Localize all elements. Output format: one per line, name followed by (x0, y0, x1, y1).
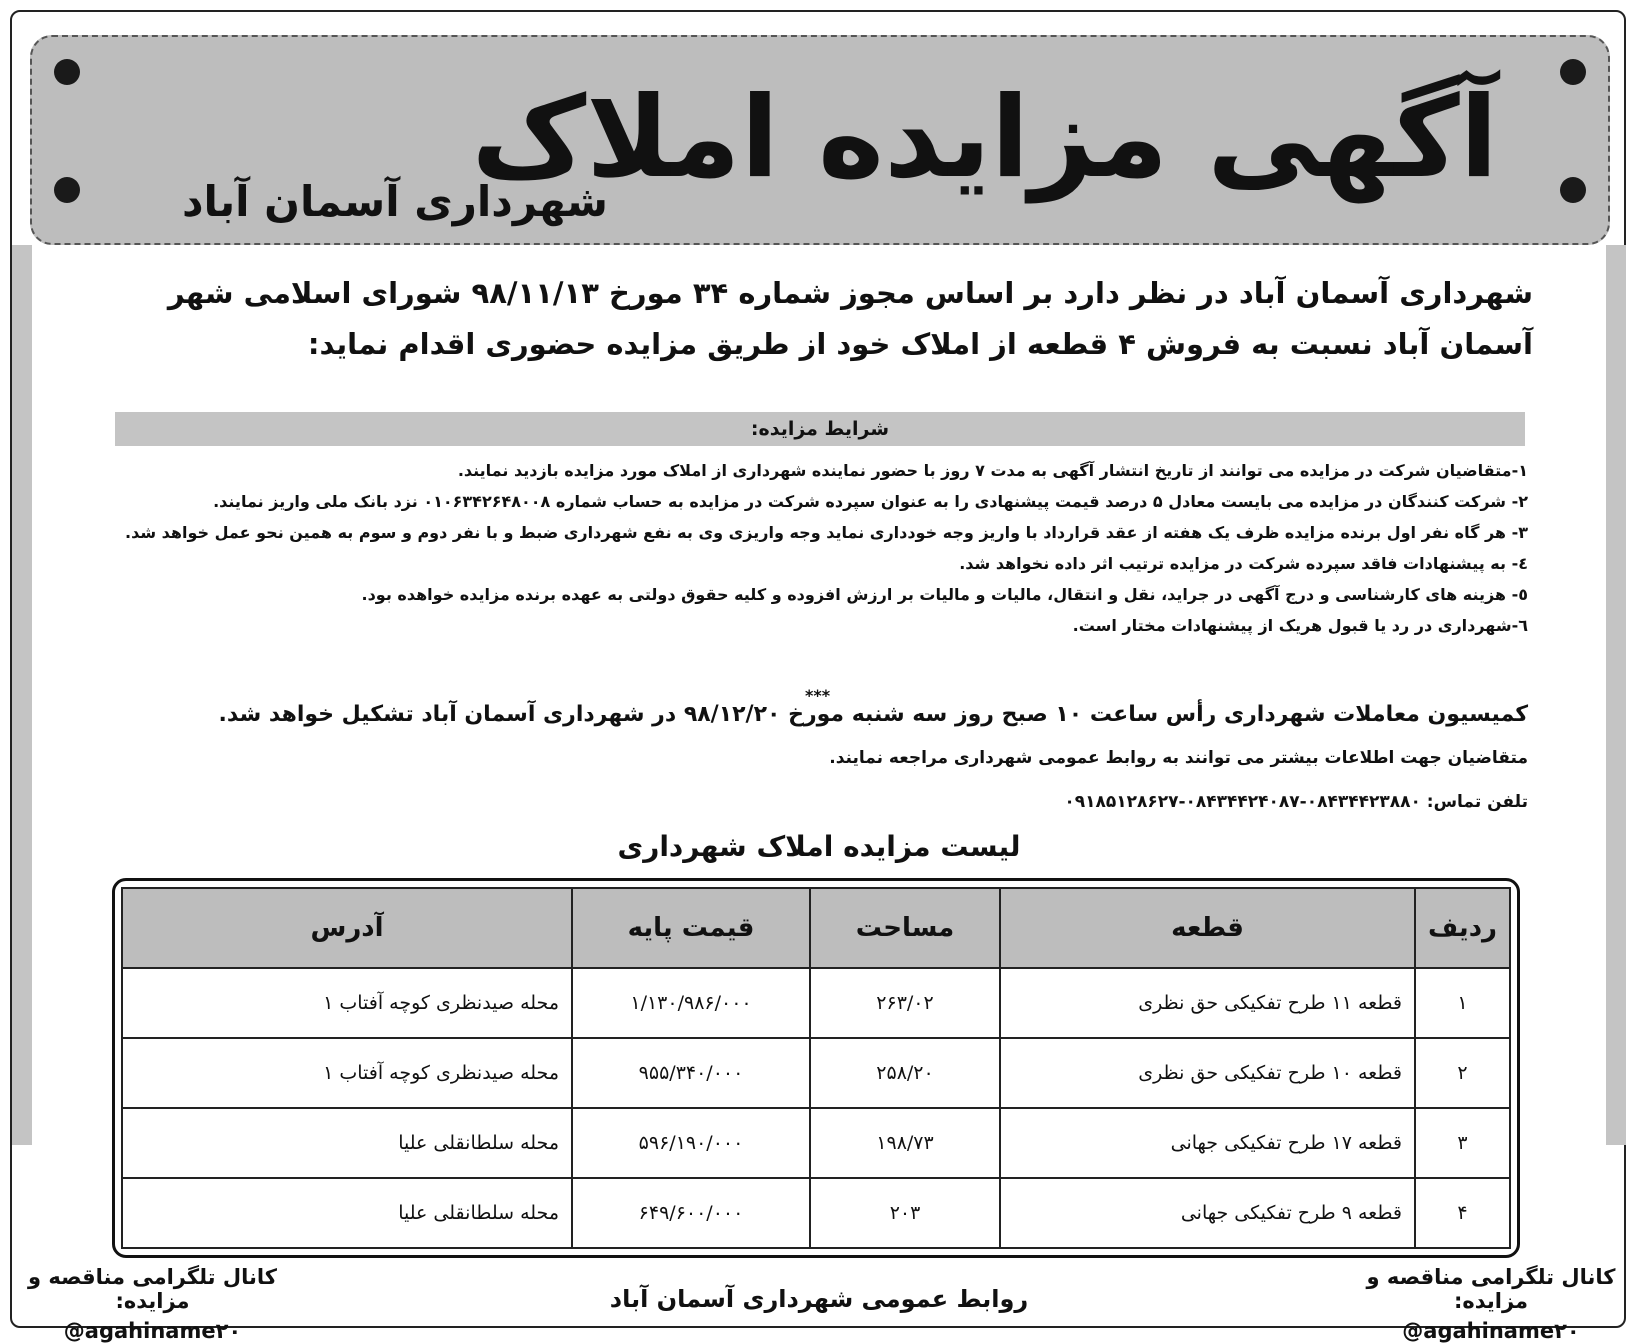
column-header-address: آدرس (122, 888, 572, 968)
cell-base-price: ۶۴۹/۶۰۰/۰۰۰ (572, 1178, 810, 1248)
contact-phones: تلفن تماس: ۰۸۴۳۴۴۲۳۸۸۰-۰۸۴۳۴۴۲۴۰۸۷-۰۹۱۸۵۱۲۸۶۲۷ (1064, 792, 1528, 812)
corner-dot-icon (1560, 177, 1586, 203)
table-header-row (122, 888, 1510, 968)
telegram-channel-label: کانال تلگرامی مناقصه و مزایده: (1366, 1265, 1616, 1313)
cell-parcel: قطعه ۱۰ طرح تفکیکی حق نظری (1000, 1038, 1415, 1108)
cell-row-number: ۴ (1415, 1178, 1510, 1248)
corner-dot-icon (1560, 59, 1586, 85)
left-side-band (12, 245, 32, 1145)
cell-area: ۲۰۳ (810, 1178, 1000, 1248)
condition-item: ٦-شهرداری در رد یا قبول هریک از پیشنهادات مختار است. (1072, 616, 1528, 635)
cell-address: محله سلطانقلی علیا (122, 1178, 572, 1248)
cell-row-number: ۲ (1415, 1038, 1510, 1108)
condition-item: ٥- هزینه های کارشناسی و درج آگهی در جراید، نقل و انتقال، مالیات و مالیات بر ارزش افزوده و کلیه حقوق دولتی به عهده برنده مزایده خواهده بود. (361, 585, 1528, 604)
cell-row-number: ۳ (1415, 1108, 1510, 1178)
right-side-band (1606, 245, 1626, 1145)
cell-address: محله سلطانقلی علیا (122, 1108, 572, 1178)
telegram-handle[interactable]: @agahiname۲۰ (1402, 1319, 1580, 1343)
header-banner (30, 35, 1610, 245)
cell-base-price: ۱/۱۳۰/۹۸۶/۰۰۰ (572, 968, 810, 1038)
column-header-row-number: ردیف (1415, 888, 1510, 968)
info-line: متقاضیان جهت اطلاعات بیشتر می توانند به روابط عمومی شهرداری مراجعه نمایند. (829, 748, 1528, 768)
column-header-parcel: قطعه (1000, 888, 1415, 968)
condition-item: ۱-متقاضیان شرکت در مزایده می توانند از تاریخ انتشار آگهی به مدت ۷ روز با حضور نماینده شهرداری از املاک مورد مزایده بازدید نمایند. (457, 461, 1528, 480)
cell-parcel: قطعه ۱۷ طرح تفکیکی جهانی (1000, 1108, 1415, 1178)
cell-base-price: ۵۹۶/۱۹۰/۰۰۰ (572, 1108, 810, 1178)
table-row (122, 1108, 1510, 1178)
conditions-list (108, 455, 1528, 641)
cell-parcel: قطعه ۹ طرح تفکیکی جهانی (1000, 1178, 1415, 1248)
notice-headline: آگهی مزایده املاک (471, 73, 1498, 203)
property-table-frame (112, 878, 1520, 1258)
condition-item: ۳- هر گاه نفر اول برنده مزایده ظرف یک هفته از عقد قرارداد با واریز وجه خودداری نماید وجه واریزی وی به نفع شهرداری ضبط و با نفر دوم و سوم به همین نحو عمل خواهد شد. (125, 523, 1528, 542)
cell-base-price: ۹۵۵/۳۴۰/۰۰۰ (572, 1038, 810, 1108)
column-header-area: مساحت (810, 888, 1000, 968)
table-row (122, 968, 1510, 1038)
condition-item: ٤- به پیشنهادات فاقد سپرده شرکت در مزایده ترتیب اثر داده نخواهد شد. (959, 554, 1528, 573)
commission-notice: کمیسیون معاملات شهرداری رأس ساعت ۱۰ صبح روز سه شنبه مورخ ۹۸/۱۲/۲۰ در شهرداری آسمان آباد تشکیل خواهد شد. (218, 702, 1528, 727)
cell-parcel: قطعه ۱۱ طرح تفکیکی حق نظری (1000, 968, 1415, 1038)
list-title: لیست مزایده املاک شهرداری (617, 830, 1021, 863)
telegram-handle[interactable]: @agahiname۲۰ (63, 1319, 242, 1343)
corner-dot-icon (54, 59, 80, 85)
cell-address: محله صیدنظری کوچه آفتاب ۱ (122, 968, 572, 1038)
municipality-name: شهرداری آسمان آباد (182, 177, 608, 226)
cell-area: ۲۶۳/۰۲ (810, 968, 1000, 1038)
intro-paragraph: شهرداری آسمان آباد در نظر دارد بر اساس مجوز شماره ۳۴ مورخ ۹۸/۱۱/۱۳ شورای اسلامی شهر آسمان آباد نسبت به فروش ۴ قطعه از املاک خود از طریق مزایده حضوری اقدام نماید: (167, 276, 1533, 361)
separator-stars: *** (805, 686, 831, 705)
property-table (121, 887, 1511, 1249)
cell-area: ۱۹۸/۷۳ (810, 1108, 1000, 1178)
corner-dot-icon (54, 177, 80, 203)
conditions-title: شرایط مزایده: (115, 412, 1525, 446)
telegram-channel-label: کانال تلگرامی مناقصه و مزایده: (28, 1265, 277, 1313)
cell-address: محله صیدنظری کوچه آفتاب ۱ (122, 1038, 572, 1108)
cell-row-number: ۱ (1415, 968, 1510, 1038)
cell-area: ۲۵۸/۲۰ (810, 1038, 1000, 1108)
condition-item: ۲- شرکت کنندگان در مزایده می بایست معادل ۵ درصد قیمت پیشنهادی را به عنوان سپرده شرکت در مزایده به حساب شماره ۰۱۰۶۳۴۲۶۴۸۰۰۸ نزد بانک ملی واریز نمایند. (213, 492, 1528, 511)
table-row (122, 1178, 1510, 1248)
public-relations-signature: روابط عمومی شهرداری آسمان آباد (609, 1285, 1029, 1313)
column-header-base-price: قیمت پایه (572, 888, 810, 968)
table-row (122, 1038, 1510, 1108)
